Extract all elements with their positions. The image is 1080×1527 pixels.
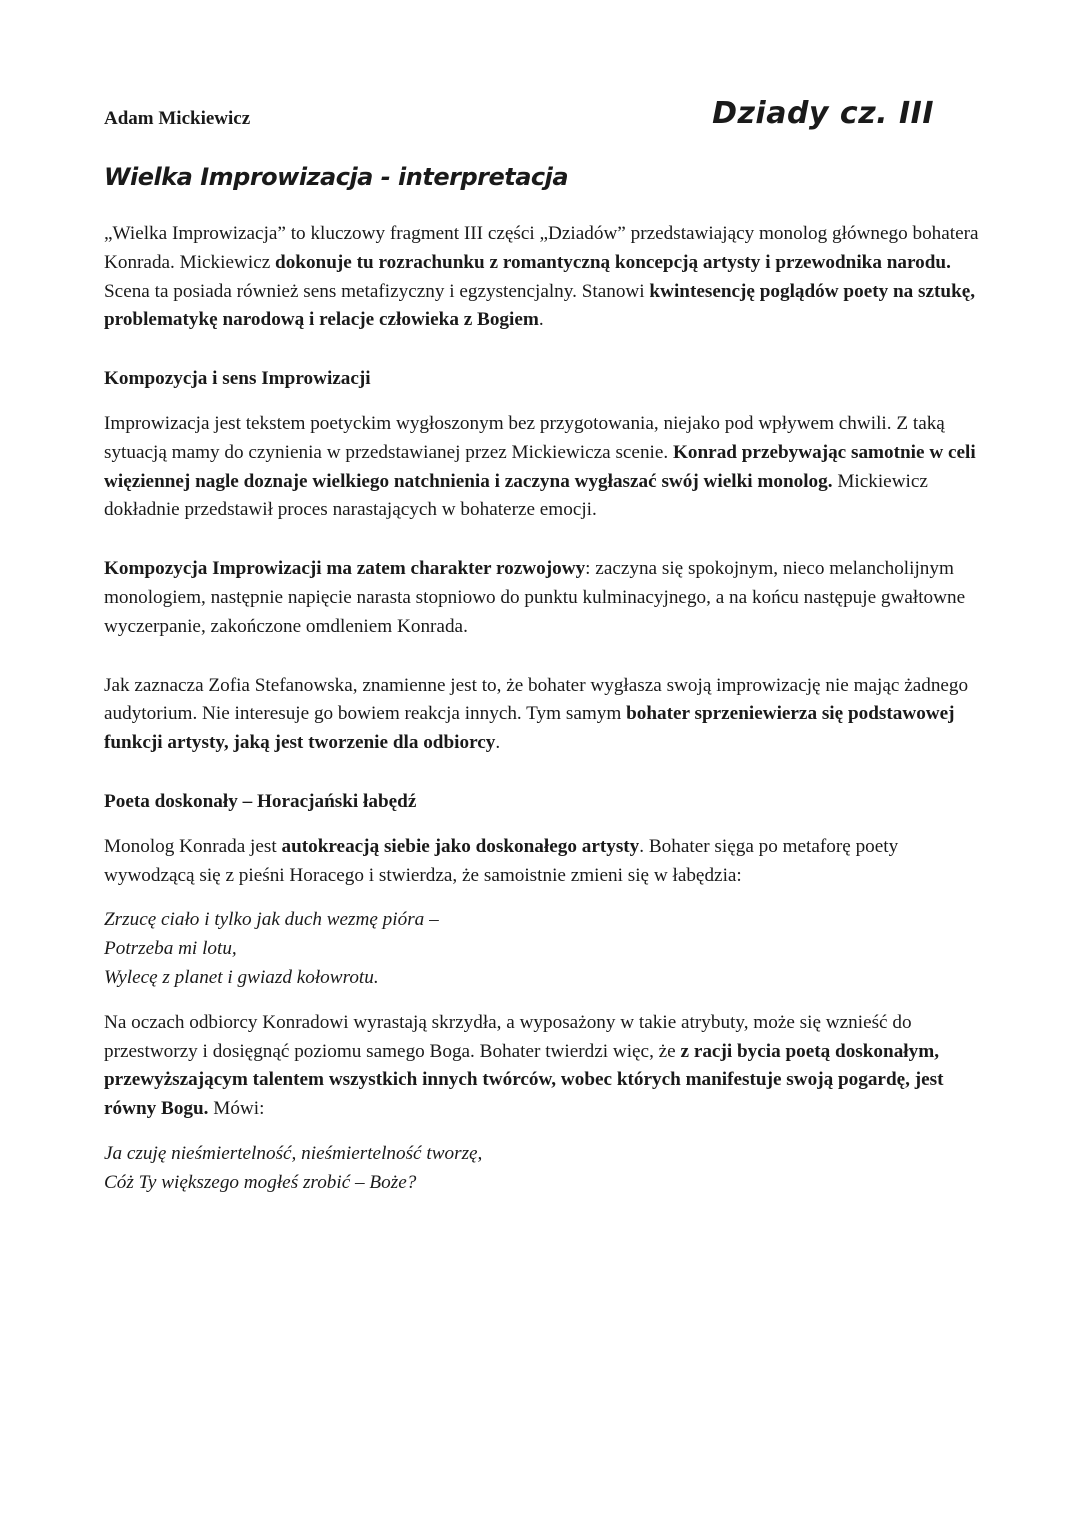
- s1p1-bold-1: Konrad przebywając samotnie w celi więziennej nagle doznaje wielkiego natchnienia i zaczyna wygłaszać swój wielki monolog.: [104, 441, 976, 492]
- s2p1-text-2: . Bohater sięga po metaforę poety wywodzącą się z pieśni Horacego i stwierdza, że samoistnie zmieni się w łabędzia:: [104, 835, 899, 886]
- s1p3-text-2: .: [495, 732, 501, 754]
- s2p2-text-1: Na oczach odbiorcy Konradowi wyrastają skrzydła, a wyposażony w takie atrybuty, może się wznieść do przestworzy i dosięgnąć poziomu samego Boga. Bohater twierdzi więc, że: [104, 1011, 912, 1062]
- intro-paragraph: [104, 220, 980, 335]
- section-heading-composition: Kompozycja i sens Improwizacji: [104, 368, 371, 390]
- intro-text-1: „Wielka Improwizacja” to kluczowy fragment III części „Dziadów” przedstawiający monolog głównego bohatera Konrada. Mickiewicz: [104, 223, 979, 273]
- author-name: Adam Mickiewicz: [104, 108, 251, 129]
- quote-block-1: [104, 906, 980, 992]
- s1p3-text-1: Jak zaznacza Zofia Stefanowska, znamienne jest to, że bohater wygłasza swoją improwizację nie mając żadnego audytorium. Nie interesuje go bowiem reakcja innych. Tym samym: [104, 674, 969, 725]
- composition-paragraph-3: [104, 672, 980, 758]
- s2p2-text-2: Mówi:: [208, 1098, 265, 1120]
- intro-text-2: Scena ta posiada również sens metafizyczny i egzystencjalny. Stanowi: [104, 280, 650, 302]
- composition-paragraph-1: [104, 410, 980, 525]
- quote-line: Cóż Ty większego mogłeś zrobić – Boże?: [104, 1171, 417, 1193]
- s1p1-text-2: Mickiewicz dokładnie przedstawił proces narastających w bohaterze emocji.: [104, 470, 928, 521]
- quote-line: Zrzucę ciało i tylko jak duch wezmę pióra –: [104, 909, 439, 931]
- s1p3-bold-1: bohater sprzeniewierza się podstawowej funkcji artysty, jaką jest tworzenie dla odbiorcy: [104, 703, 955, 754]
- intro-text-3: .: [538, 309, 544, 331]
- document-body: [104, 220, 980, 1198]
- swan-paragraph-1: [104, 833, 980, 891]
- quote-line: Wylecę z planet i gwiazd kołowrotu.: [104, 966, 379, 988]
- composition-paragraph-2: [104, 555, 980, 641]
- section-heading-swan: Poeta doskonały – Horacjański łabędź: [104, 790, 417, 812]
- quote-line: Potrzeba mi lotu,: [104, 938, 237, 960]
- main-title: Wielka Improwizacja - interpretacja: [104, 163, 569, 191]
- quote-block-2: [104, 1140, 980, 1198]
- intro-bold-2: kwintesencję poglądów poety na sztukę, problematykę narodową i relacje człowieka z Bogiem: [104, 280, 976, 331]
- s2p1-text-1: Monolog Konrada jest: [104, 835, 282, 857]
- work-title: Dziady cz. III: [712, 96, 934, 131]
- s1p2-bold-1: Kompozycja Improwizacji ma zatem charakter rozwojowy: [104, 558, 586, 580]
- quote-line: Ja czuję nieśmiertelność, nieśmiertelność tworzę,: [104, 1142, 483, 1164]
- s2p2-bold-1: z racji bycia poetą doskonałym, przewyższającym talentem wszystkich innych twórców, wobec których manifestuje swoją pogardę, jest równy Bogu.: [104, 1040, 944, 1120]
- intro-bold-1: dokonuje tu rozrachunku z romantyczną koncepcją artysty i przewodnika narodu.: [275, 251, 951, 273]
- s2p1-bold-1: autokreacją siebie jako doskonałego artysty: [281, 835, 640, 857]
- s1p2-text-1: : zaczyna się spokojnym, nieco melancholijnym monologiem, następnie napięcie narasta stopniowo do punktu kulminacyjnego, a na końcu następuje gwałtowne wyczerpanie, zakończone omdleniem Konrada.: [104, 558, 966, 637]
- s1p1-text-1: Improwizacja jest tekstem poetyckim wygłoszonym bez przygotowania, niejako pod wpływem chwili. Z taką sytuacją mamy do czynienia w przedstawianej przez Mickiewicza scenie.: [104, 412, 945, 463]
- swan-paragraph-2: [104, 1009, 980, 1124]
